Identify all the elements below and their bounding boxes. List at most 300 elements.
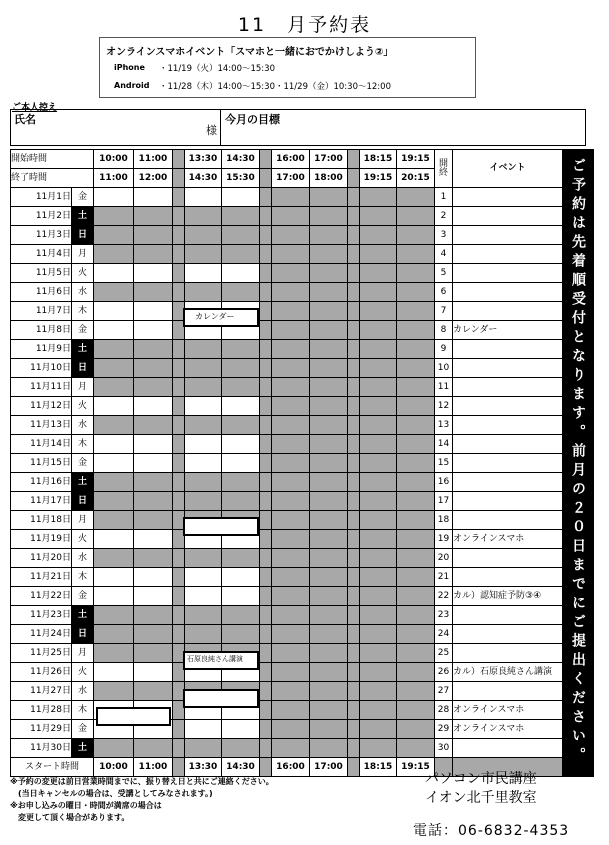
slot-cell — [94, 739, 134, 758]
slot-cell — [185, 245, 222, 264]
slot-cell[interactable] — [134, 663, 173, 682]
gap-cell — [260, 245, 272, 264]
gap-cell — [348, 188, 360, 207]
slot-cell — [310, 625, 348, 644]
slot-cell — [134, 682, 173, 701]
gap-cell — [260, 416, 272, 435]
footer-time: 16:00 — [272, 758, 310, 777]
school-name — [425, 770, 537, 808]
date-cell: 11月3日 — [11, 226, 72, 245]
slot-cell — [360, 340, 397, 359]
slot-cell[interactable] — [94, 321, 134, 340]
gap-cell — [173, 492, 185, 511]
slot-cell — [272, 549, 310, 568]
slot-cell — [360, 473, 397, 492]
weekday-cell: 土 — [72, 473, 94, 492]
gap-cell — [348, 226, 360, 245]
slot-cell — [360, 511, 397, 530]
slot-cell — [360, 359, 397, 378]
slot-cell[interactable] — [185, 720, 222, 739]
slot-cell[interactable] — [222, 454, 260, 473]
day-row — [11, 682, 594, 701]
slot-cell[interactable] — [185, 568, 222, 587]
date-cell: 11月1日 — [11, 188, 72, 207]
gap-cell — [173, 739, 185, 758]
school-name-line2: イオン北千里教室 — [425, 790, 537, 806]
event-cell — [453, 511, 563, 530]
slot-cell — [185, 473, 222, 492]
weekday-cell: 金 — [72, 188, 94, 207]
slot-cell[interactable] — [185, 454, 222, 473]
slot-start: 18:15 — [360, 150, 397, 169]
weekday-cell: 日 — [72, 625, 94, 644]
page-title: 11 月予約表 — [237, 14, 372, 36]
slot-cell — [272, 530, 310, 549]
event-cell — [453, 606, 563, 625]
slot-cell — [360, 207, 397, 226]
gap-cell — [348, 245, 360, 264]
slot-cell[interactable] — [94, 568, 134, 587]
gap-cell — [260, 511, 272, 530]
event-cell: オンラインスマホ — [453, 720, 563, 739]
event-cell — [453, 568, 563, 587]
slot-cell — [310, 720, 348, 739]
slot-start: 11:00 — [134, 150, 173, 169]
slot-cell — [397, 739, 435, 758]
event-cell: オンラインスマホ — [453, 701, 563, 720]
slot-cell — [310, 416, 348, 435]
slot-cell — [222, 549, 260, 568]
slot-end: 18:00 — [310, 169, 348, 188]
slot-cell — [272, 321, 310, 340]
start-time-label: 開始時間 — [11, 150, 94, 169]
slot-cell — [310, 701, 348, 720]
date-cell: 11月10日 — [11, 359, 72, 378]
slot-cell — [222, 473, 260, 492]
slot-cell — [94, 682, 134, 701]
gap-cell — [348, 758, 360, 777]
slot-cell — [272, 226, 310, 245]
gap-cell — [260, 283, 272, 302]
gap-cell — [348, 473, 360, 492]
slot-cell — [310, 530, 348, 549]
slot-start: 16:00 — [272, 150, 310, 169]
day-row — [11, 625, 594, 644]
slot-cell[interactable] — [134, 568, 173, 587]
day-row — [11, 188, 594, 207]
slot-start: 10:00 — [94, 150, 134, 169]
gap-cell — [348, 283, 360, 302]
gap-cell — [260, 606, 272, 625]
slot-cell — [310, 302, 348, 321]
date-cell: 11月24日 — [11, 625, 72, 644]
day-row — [11, 283, 594, 302]
gap-cell — [348, 416, 360, 435]
slot-cell[interactable] — [222, 587, 260, 606]
slot-cell — [272, 720, 310, 739]
slot-cell — [272, 207, 310, 226]
slot-cell[interactable] — [134, 454, 173, 473]
day-number: 29 — [435, 720, 453, 739]
slot-cell — [272, 663, 310, 682]
weekday-cell: 金 — [72, 587, 94, 606]
slot-cell[interactable] — [134, 302, 173, 321]
slot-cell[interactable] — [222, 720, 260, 739]
slot-cell — [360, 663, 397, 682]
slot-cell — [310, 454, 348, 473]
reservation-table — [10, 149, 594, 777]
footer-time: 10:00 — [94, 758, 134, 777]
slot-cell — [397, 720, 435, 739]
goal-label: 今月の目標 — [225, 113, 280, 126]
slot-cell[interactable] — [134, 188, 173, 207]
online-smartphone-slot-mark[interactable] — [183, 517, 259, 536]
slot-cell — [272, 587, 310, 606]
online-smartphone-slot-mark[interactable] — [96, 707, 171, 726]
gap-cell — [348, 720, 360, 739]
day-row — [11, 549, 594, 568]
event-cell — [453, 245, 563, 264]
slot-cell[interactable] — [185, 435, 222, 454]
iphone-dates: ・11/19（火）14:00～15:30 — [159, 64, 275, 74]
open-close-label: 開終 — [435, 150, 453, 188]
slot-cell[interactable] — [222, 264, 260, 283]
date-cell: 11月13日 — [11, 416, 72, 435]
slot-cell — [134, 283, 173, 302]
slot-cell — [134, 207, 173, 226]
gap-cell — [260, 473, 272, 492]
gap-cell — [173, 188, 185, 207]
weekday-cell: 水 — [72, 682, 94, 701]
slot-cell[interactable] — [134, 397, 173, 416]
slot-cell — [94, 226, 134, 245]
date-cell: 11月27日 — [11, 682, 72, 701]
event-cell — [453, 207, 563, 226]
date-cell: 11月5日 — [11, 264, 72, 283]
slot-cell — [222, 207, 260, 226]
gap-cell — [173, 454, 185, 473]
event-cell — [453, 435, 563, 454]
slot-cell — [94, 492, 134, 511]
slot-cell[interactable] — [94, 454, 134, 473]
slot-cell[interactable] — [94, 397, 134, 416]
slot-cell[interactable] — [94, 587, 134, 606]
gap-cell — [260, 587, 272, 606]
day-row — [11, 739, 594, 758]
gap-cell — [260, 169, 272, 188]
slot-cell — [397, 644, 435, 663]
weekday-cell: 木 — [72, 701, 94, 720]
slot-cell — [310, 587, 348, 606]
gap-cell — [348, 454, 360, 473]
gap-cell — [173, 378, 185, 397]
day-row — [11, 435, 594, 454]
weekday-cell: 金 — [72, 321, 94, 340]
slot-cell — [397, 625, 435, 644]
gap-cell — [348, 739, 360, 758]
weekday-cell: 水 — [72, 416, 94, 435]
slot-cell — [272, 606, 310, 625]
gap-cell — [260, 264, 272, 283]
event-cell — [453, 264, 563, 283]
slot-cell[interactable] — [94, 264, 134, 283]
slot-cell — [310, 226, 348, 245]
slot-cell[interactable] — [94, 663, 134, 682]
slot-cell[interactable] — [94, 188, 134, 207]
slot-cell — [360, 321, 397, 340]
slot-cell — [397, 663, 435, 682]
weekday-cell: 日 — [72, 226, 94, 245]
slot-cell — [272, 359, 310, 378]
slot-cell — [222, 378, 260, 397]
slot-cell[interactable] — [185, 188, 222, 207]
slot-cell — [272, 378, 310, 397]
event-cell — [453, 416, 563, 435]
slot-cell — [397, 549, 435, 568]
date-cell: 11月9日 — [11, 340, 72, 359]
slot-cell — [310, 321, 348, 340]
footer-time: 17:00 — [310, 758, 348, 777]
slot-cell — [272, 435, 310, 454]
event-cell — [453, 188, 563, 207]
slot-cell — [272, 568, 310, 587]
slot-end: 12:00 — [134, 169, 173, 188]
weekday-cell: 土 — [72, 340, 94, 359]
gap-cell — [173, 568, 185, 587]
gap-cell — [348, 264, 360, 283]
day-row — [11, 416, 594, 435]
slot-cell[interactable] — [185, 264, 222, 283]
slot-cell — [272, 454, 310, 473]
slot-cell — [397, 359, 435, 378]
start-row-label: スタート時間 — [11, 758, 94, 777]
gap-cell — [173, 226, 185, 245]
event-heading: オンラインスマホイベント「スマホと一緒におでかけしよう②」 — [106, 47, 394, 58]
slot-cell — [310, 492, 348, 511]
note-line: ※お申し込みの曜日・時間が満席の場合は — [10, 801, 162, 810]
slot-start: 13:30 — [185, 150, 222, 169]
slot-cell — [310, 682, 348, 701]
footer-time: 14:30 — [222, 758, 260, 777]
slot-cell — [360, 682, 397, 701]
gap-cell — [348, 359, 360, 378]
slot-cell — [134, 359, 173, 378]
day-row — [11, 378, 594, 397]
slot-cell — [185, 549, 222, 568]
slot-cell — [360, 587, 397, 606]
slot-cell — [272, 245, 310, 264]
slot-cell — [360, 720, 397, 739]
gap-cell — [260, 207, 272, 226]
slot-cell — [397, 340, 435, 359]
gap-cell — [260, 378, 272, 397]
date-cell: 11月29日 — [11, 720, 72, 739]
event-cell: カル）認知症予防③④ — [453, 587, 563, 606]
weekday-cell: 木 — [72, 302, 94, 321]
slot-cell — [360, 416, 397, 435]
slot-cell — [134, 226, 173, 245]
lecture-slot-mark[interactable]: 石原良純さん講演 — [183, 651, 259, 670]
slot-cell — [272, 739, 310, 758]
date-cell: 11月22日 — [11, 587, 72, 606]
gap-cell — [348, 435, 360, 454]
online-smartphone-slot-mark[interactable] — [183, 689, 259, 708]
day-number: 24 — [435, 625, 453, 644]
gap-cell — [348, 625, 360, 644]
gap-cell — [348, 492, 360, 511]
weekday-cell: 火 — [72, 264, 94, 283]
gap-cell — [260, 150, 272, 169]
day-row — [11, 511, 594, 530]
event-cell: カレンダー — [453, 321, 563, 340]
event-cell — [453, 359, 563, 378]
day-number: 27 — [435, 682, 453, 701]
gap-cell — [348, 606, 360, 625]
gap-cell — [260, 625, 272, 644]
gap-cell — [260, 435, 272, 454]
gap-cell — [348, 340, 360, 359]
day-number: 15 — [435, 454, 453, 473]
slot-cell[interactable] — [94, 435, 134, 454]
weekday-cell: 月 — [72, 245, 94, 264]
date-cell: 11月17日 — [11, 492, 72, 511]
slot-cell — [397, 188, 435, 207]
slot-cell — [272, 473, 310, 492]
slot-cell — [134, 378, 173, 397]
android-label: Android — [114, 81, 150, 90]
date-cell: 11月25日 — [11, 644, 72, 663]
gap-cell — [173, 397, 185, 416]
event-cell — [453, 378, 563, 397]
slot-cell — [222, 245, 260, 264]
phone-number: 電話：06-6832-4353 — [413, 823, 570, 839]
end-time-label: 終了時間 — [11, 169, 94, 188]
slot-end: 15:30 — [222, 169, 260, 188]
slot-cell — [134, 644, 173, 663]
date-cell: 11月15日 — [11, 454, 72, 473]
slot-cell — [185, 226, 222, 245]
date-cell: 11月4日 — [11, 245, 72, 264]
event-cell — [453, 302, 563, 321]
event-cell — [453, 340, 563, 359]
gap-cell — [173, 150, 185, 169]
slot-cell — [272, 302, 310, 321]
slot-cell[interactable] — [185, 587, 222, 606]
slot-cell — [310, 473, 348, 492]
gap-cell — [173, 625, 185, 644]
gap-cell — [348, 150, 360, 169]
slot-cell[interactable] — [222, 397, 260, 416]
event-cell: オンラインスマホ — [453, 530, 563, 549]
slot-cell[interactable] — [134, 435, 173, 454]
gap-cell — [173, 549, 185, 568]
date-cell: 11月28日 — [11, 701, 72, 720]
gap-cell — [173, 416, 185, 435]
event-cell — [453, 283, 563, 302]
slot-cell — [222, 492, 260, 511]
weekday-cell: 金 — [72, 454, 94, 473]
gap-cell — [348, 378, 360, 397]
slot-cell — [360, 454, 397, 473]
slot-cell — [185, 207, 222, 226]
slot-cell[interactable] — [134, 587, 173, 606]
day-row — [11, 473, 594, 492]
slot-start: 14:30 — [222, 150, 260, 169]
gap-cell — [173, 264, 185, 283]
gap-cell — [260, 321, 272, 340]
gap-cell — [260, 549, 272, 568]
day-number: 30 — [435, 739, 453, 758]
slot-cell — [222, 739, 260, 758]
weekday-cell: 金 — [72, 720, 94, 739]
slot-cell[interactable] — [222, 435, 260, 454]
event-cell — [453, 625, 563, 644]
slot-cell — [360, 644, 397, 663]
slot-cell — [397, 264, 435, 283]
slot-cell — [397, 207, 435, 226]
gap-cell — [348, 587, 360, 606]
slot-cell — [94, 549, 134, 568]
gap-cell — [260, 701, 272, 720]
weekday-cell: 水 — [72, 549, 94, 568]
slot-cell — [185, 378, 222, 397]
slot-end: 11:00 — [94, 169, 134, 188]
slot-cell — [310, 245, 348, 264]
slot-cell[interactable] — [222, 568, 260, 587]
slot-cell[interactable] — [134, 264, 173, 283]
event-cell — [453, 454, 563, 473]
slot-cell[interactable] — [94, 302, 134, 321]
slot-cell — [310, 359, 348, 378]
slot-cell[interactable] — [222, 188, 260, 207]
date-cell: 11月19日 — [11, 530, 72, 549]
calendar-slot-mark[interactable]: カレンダー — [183, 308, 259, 327]
day-number: 21 — [435, 568, 453, 587]
slot-cell[interactable] — [134, 530, 173, 549]
gap-cell — [260, 340, 272, 359]
slot-cell[interactable] — [185, 397, 222, 416]
slot-cell — [397, 492, 435, 511]
slot-end: 17:00 — [272, 169, 310, 188]
day-number: 19 — [435, 530, 453, 549]
day-row — [11, 568, 594, 587]
gap-cell — [260, 302, 272, 321]
slot-cell — [310, 644, 348, 663]
slot-cell — [310, 207, 348, 226]
footer-time: 19:15 — [397, 758, 435, 777]
slot-cell[interactable] — [134, 321, 173, 340]
slot-cell — [94, 511, 134, 530]
slot-cell — [134, 739, 173, 758]
weekday-cell: 土 — [72, 207, 94, 226]
gap-cell — [260, 530, 272, 549]
slot-cell — [397, 416, 435, 435]
event-cell — [453, 492, 563, 511]
slot-cell[interactable] — [94, 530, 134, 549]
date-cell: 11月7日 — [11, 302, 72, 321]
side-notice — [563, 150, 594, 777]
slot-cell — [310, 283, 348, 302]
note-line: 変更して頂く場合があります。 — [10, 813, 130, 822]
slot-cell — [310, 511, 348, 530]
gap-cell — [260, 226, 272, 245]
date-cell: 11月12日 — [11, 397, 72, 416]
day-number: 17 — [435, 492, 453, 511]
day-row — [11, 340, 594, 359]
day-number: 3 — [435, 226, 453, 245]
header-start-row — [11, 150, 594, 169]
slot-cell — [397, 530, 435, 549]
